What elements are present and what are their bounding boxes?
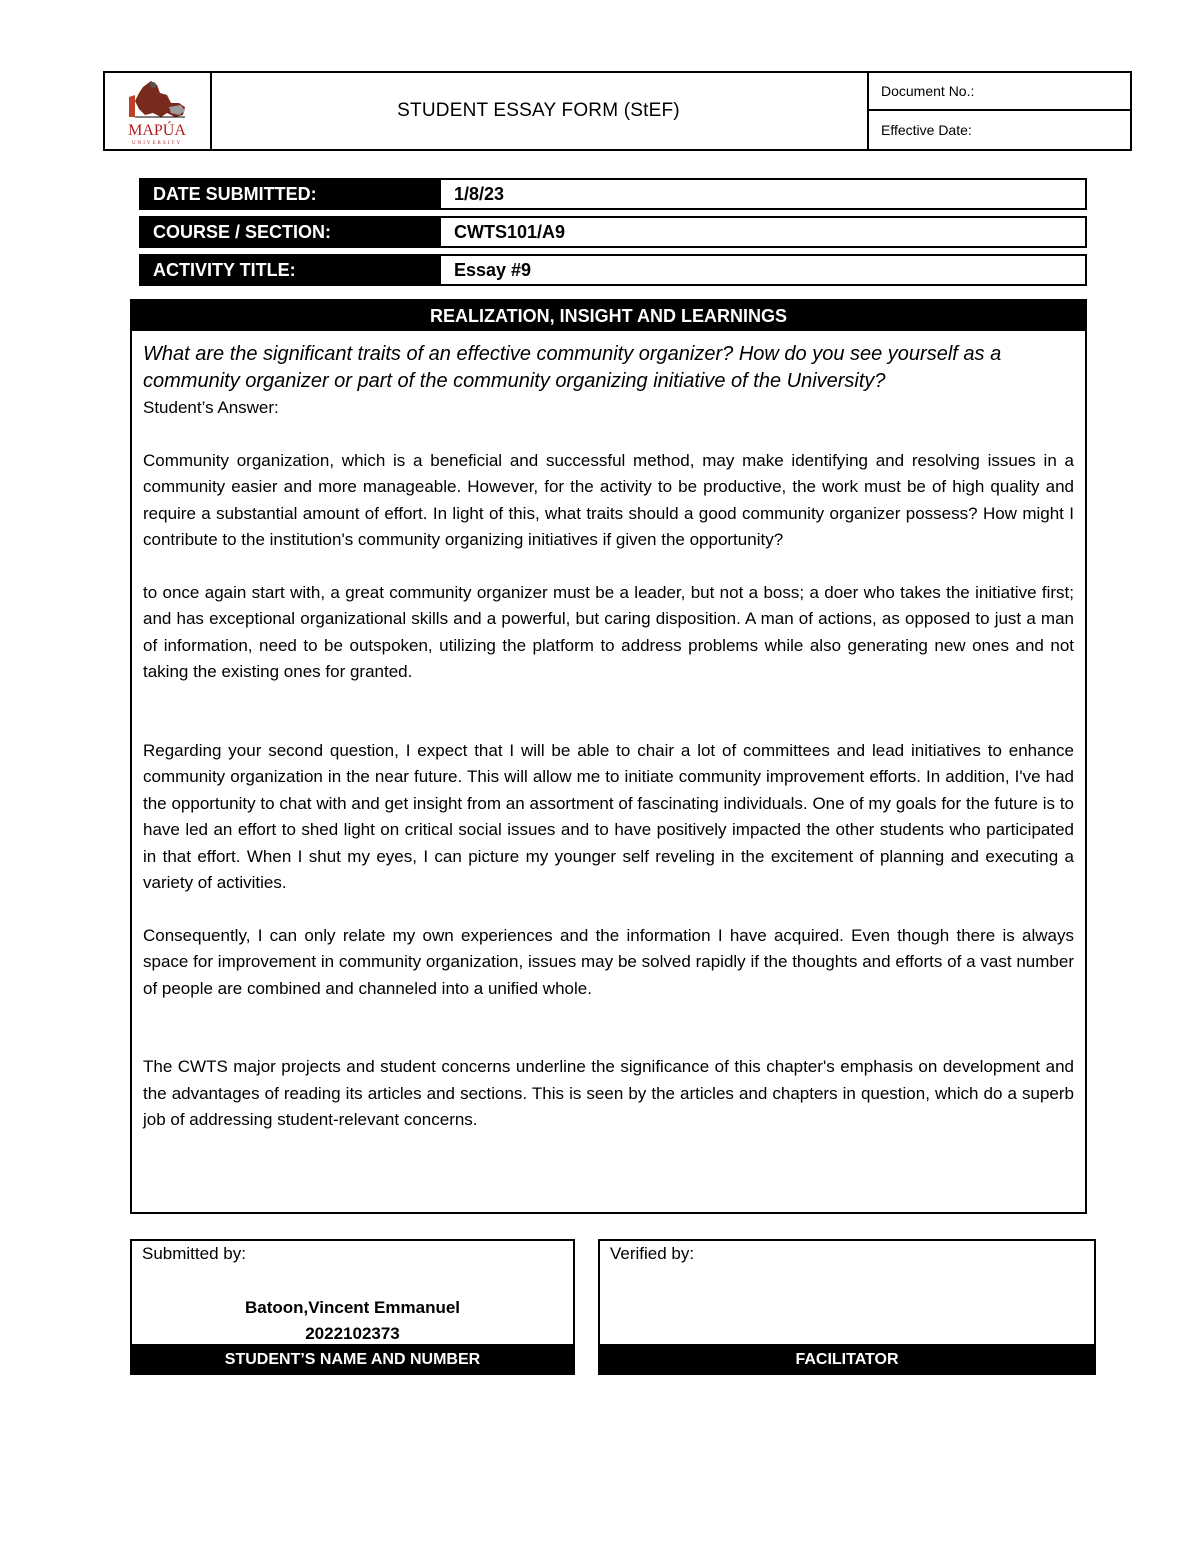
svg-text:UNIVERSITY: UNIVERSITY xyxy=(132,141,182,146)
essay-paragraph: The CWTS major projects and student concerns underline the significance of this chapter's emphasis on development and the advantages of reading its articles and sections. This is seen by the articles and chapters in question, which do a superb job of addressing student-relevant concerns. xyxy=(143,1057,1074,1129)
activity-title-value: Essay #9 xyxy=(454,259,532,280)
submitted-by-box xyxy=(130,1239,575,1375)
document-meta xyxy=(869,73,1130,149)
date-submitted-row xyxy=(139,178,1087,210)
effective-date-label: Effective Date: xyxy=(881,122,972,138)
form-title: STUDENT ESSAY FORM (StEF) xyxy=(210,73,869,149)
date-submitted-value: 1/8/23 xyxy=(454,183,505,204)
verified-by-label: Verified by: xyxy=(610,1244,695,1263)
course-section-value: CWTS101/A9 xyxy=(454,221,566,242)
essay-question: What are the significant traits of an effective community organizer? How do you see yourself as a community organizer or part of the community organizing initiative of the University? xyxy=(143,343,1002,392)
essay-paragraph: Community organization, which is a beneficial and successful method, may make identifying and resolving issues in a community easier and more manageable. However, for the activity to be productive, the work must be of high quality and require a substantial amount of effort. In light of this, what traits should a good community organizer possess? How might I contribute to the institution's community organizing initiatives if given the opportunity? xyxy=(143,450,1074,549)
activity-title-label: ACTIVITY TITLE: xyxy=(141,256,441,284)
facilitator-footer: FACILITATOR xyxy=(600,1346,1094,1373)
essay-paragraph: Consequently, I can only relate my own experiences and the information I have acquired. Even though there is always space for improvement in community organization, issues may be solved rapidly if the thoughts and efforts of a vast number of people are combined and channeled into a unified whole. xyxy=(143,925,1074,998)
activity-title-row xyxy=(139,254,1087,286)
essay-content xyxy=(132,331,1085,1134)
verified-by-box xyxy=(598,1239,1096,1375)
student-number: 2022102373 xyxy=(305,1324,400,1343)
course-section-row xyxy=(139,216,1087,248)
essay-paragraph: Regarding your second question, I expect that I will be able to chair a lot of committees and lead initiatives to enhance community organization in the near future. This will allow me to initiate community improvement efforts. In addition, I've had the opportunity to chat with and get insight from an assortment of fascinating individuals. One of my goals for the future is to have led an effort to shed light on critical social issues and to have positively impacted the other students who participated in that effort. When I shut my eyes, I can picture my younger self reveling in the excitement of planning and executing a variety of activities. xyxy=(143,740,1074,892)
essay-paragraph: to once again start with, a great community organizer must be a leader, but not a boss; a doer who takes the initiative first; and has exceptional organizational skills and a powerful, but caring disposition. A man of actions, as opposed to just a man of information, need to be outspoken, utilizing the platform to address problems while also generating new ones and not taking the existing ones for granted. xyxy=(143,582,1074,681)
document-no-label: Document No.: xyxy=(869,73,1130,111)
course-section-label: COURSE / SECTION: xyxy=(141,218,441,246)
essay-section xyxy=(130,299,1087,1214)
student-name-number-footer: STUDENT’S NAME AND NUMBER xyxy=(132,1346,573,1373)
answer-label: Student’s Answer: xyxy=(143,398,279,417)
section-heading: REALIZATION, INSIGHT AND LEARNINGS xyxy=(132,301,1085,331)
form-header xyxy=(103,71,1132,151)
logo-icon xyxy=(105,73,210,149)
student-name: Batoon,Vincent Emmanuel xyxy=(244,1298,461,1317)
university-logo xyxy=(105,73,212,149)
date-submitted-label: DATE SUBMITTED: xyxy=(141,180,441,208)
logo-wordmark: MAPÚA xyxy=(128,122,186,139)
submitted-by-label: Submitted by: xyxy=(142,1244,246,1263)
